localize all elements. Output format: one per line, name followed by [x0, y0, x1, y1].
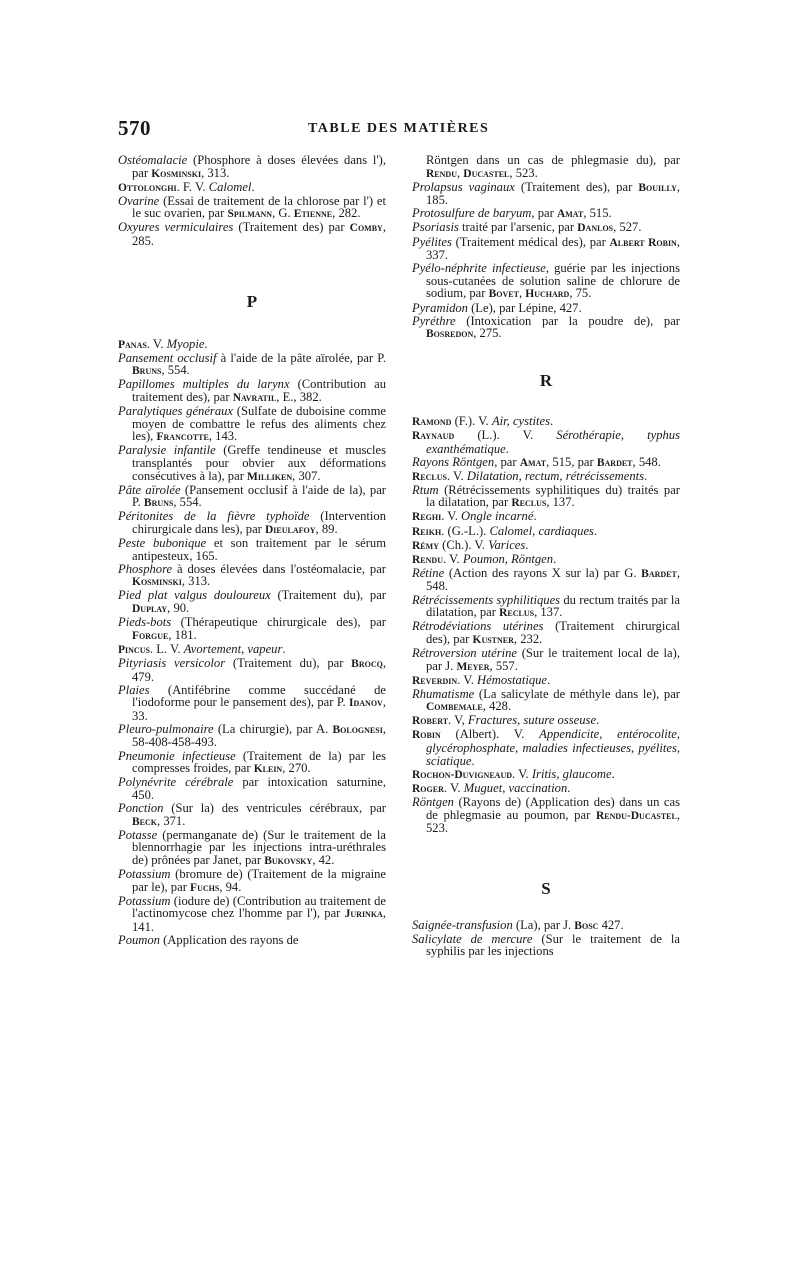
- index-entry: Panas. V. Myopie.: [118, 336, 208, 351]
- index-entry: Pieds-bots (Thérapeutique chirurgicale des), par Forgue, 181.: [118, 615, 386, 642]
- index-entry: Rétroversion utérine (Sur le traitement local de la), par J. Meyer, 557.: [412, 645, 680, 673]
- index-entry: Potassium (bromure de) (Traitement de la migraine par le), par Fuchs, 94.: [118, 866, 386, 894]
- index-entry: Paralysie infantile (Greffe tendineuse et muscles transplantés pour obvier aux déformations consécutives à la), par Milliken, 307.: [118, 443, 387, 483]
- index-entry: Rayons Röntgen, par Amat, 515, par Bardet, 548.: [412, 454, 661, 469]
- index-entry: Rtum (Rétrécissements syphilitiques du) traités par la dilatation, par Reclus, 137.: [412, 482, 680, 510]
- index-entry: Pneumonie infectieuse (Traitement de la) par les compresses froides, par Klein, 270.: [118, 748, 386, 776]
- index-entry: Röntgen dans un cas de phlegmasie du), par Rendu, Ducastel, 523.: [426, 153, 680, 180]
- index-entry: Pyréthre (Intoxication par la poudre de), par Bosredon, 275.: [412, 313, 680, 341]
- index-entry: Polynévrite cérébrale par intoxication saturnine, 450.: [118, 775, 386, 802]
- left-column: [118, 154, 386, 946]
- index-entry: Papillomes multiples du larynx (Contribution au traitement des), par Navratil, E., 382.: [118, 377, 387, 405]
- index-entry: Pied plat valgus douloureux (Traitement du), par Duplay, 90.: [118, 588, 386, 616]
- page-number: 570: [118, 116, 151, 140]
- index-entry: Plaies (Antifébrine comme succédané de l'iodoforme pour le pansement des), par P. Idanov, 33.: [118, 682, 386, 723]
- index-entry: Protosulfure de baryum, par Amat, 515.: [412, 206, 612, 221]
- section-letter: P: [246, 291, 258, 311]
- index-entry: Ramond (F.). V. Air, cystites.: [412, 413, 554, 428]
- index-entry: Pityriasis versicolor (Traitement du), par Brocq, 479.: [118, 655, 386, 684]
- section-letter: R: [539, 370, 553, 390]
- index-entry: Ostéomalacie (Phosphore à doses élevées dans l'), par Kosminski, 313.: [118, 153, 386, 180]
- index-entry: Pyélo-néphrite infectieuse, guérie par les injections sous-cutanées de solution saline de chlorure de sodium, par Bovet, Huchard, 75.: [412, 261, 680, 301]
- right-column: [412, 154, 680, 958]
- index-entry: Oxyures vermiculaires (Traitement des) par Comby, 285.: [118, 220, 386, 249]
- section-letter: S: [541, 878, 551, 898]
- index-entry: Rétrodéviations utérines (Traitement chirurgical des), par Kustner, 232.: [412, 619, 680, 646]
- index-entry: Rhumatisme (La salicylate de méthyle dans le), par Combemale, 428.: [412, 686, 680, 714]
- index-entry: Pyélites (Traitement médical des), par Albert Robin, 337.: [412, 234, 680, 263]
- index-entry: Rochon-Duvigneaud. V. Iritis, glaucome.: [412, 766, 615, 781]
- index-entry: Peste bubonique et son traitement par le sérum antipesteux, 165.: [118, 536, 386, 563]
- index-entry: Robert. V, Fractures, suture osseuse.: [412, 713, 600, 728]
- index-entry: Röntgen (Rayons de) (Application des) dans un cas de phlegmasie au poumon, par Rendu-Ducastel, 523.: [412, 794, 680, 836]
- index-entry: Pincus. L. V. Avortement, vapeur.: [118, 641, 286, 656]
- index-entry: Rendu. V. Poumon, Röntgen.: [412, 551, 557, 566]
- index-entry: Pyramidon (Le), par Lépine, 427.: [412, 300, 582, 315]
- index-entry: Ovarine (Essai de traitement de la chlorose par l') et le suc ovarien, par Spilmann, G. Etienne, 282.: [118, 193, 386, 221]
- page-header: [118, 116, 682, 140]
- index-entry: Rémy (Ch.). V. Varices.: [412, 537, 529, 552]
- index-entry: Potassium (iodure de) (Contribution au traitement de l'actinomycose chez l'homme par l'), par Jurinka, 141.: [118, 893, 386, 934]
- index-entry: Prolapsus vaginaux (Traitement des), par Bouilly, 185.: [412, 179, 680, 208]
- index-entry: Reverdin. V. Hémostatique.: [412, 672, 551, 687]
- index-entry: Reghi. V. Ongle incarné.: [412, 509, 537, 524]
- index-entry: Pâte aïrolée (Pansement occlusif à l'aide de la), par P. Bruns, 554.: [118, 482, 386, 510]
- index-entry: Robin (Albert). V. Appendicite, entérocolite, glycérophosphate, maladies infectieuses, pyélites, sciatique.: [412, 727, 680, 768]
- index-entry: Ottolonghi. F. V. Calomel.: [118, 179, 255, 194]
- index-entry: Salicylate de mercure (Sur le traitement de la syphilis par les injections: [412, 931, 680, 959]
- index-entry: Phosphore à doses élevées dans l'ostéomalacie, par Kosminski, 313.: [118, 561, 386, 589]
- index-entry: Rétine (Action des rayons X sur la) par G. Bardet, 548.: [412, 565, 680, 594]
- index-entry: Ponction (Sur la) des ventricules cérébraux, par Beck, 371.: [118, 800, 386, 828]
- index-entry: Pleuro-pulmonaire (La chirurgie), par A. Bolognesi, 58-408-458-493.: [118, 721, 386, 750]
- index-entry: Rétrécissements syphilitiques du rectum traités par la dilatation, par Reclus, 137.: [412, 592, 680, 620]
- running-title: TABLE DES MATIÈRES: [308, 121, 490, 136]
- index-entry: Saignée-transfusion (La), par J. Bosc 427.: [412, 917, 624, 932]
- index-entry: Pansement occlusif à l'aide de la pâte aïrolée, par P. Bruns, 554.: [118, 350, 386, 378]
- index-entry: Poumon (Application des rayons de: [118, 932, 299, 947]
- index-entry: Paralytiques généraux (Sulfate de duboisine comme moyen de combattre le refus des aliments chez les), Francotte, 143.: [118, 404, 386, 444]
- index-entry: Reclus. V. Dilatation, rectum, rétrécissements.: [412, 468, 648, 483]
- index-entry: Potasse (permanganate de) (Sur le traitement de la blennorrhagie par les injections intra-uréthrales de) prônées par Janet, par Bukovsky, 42.: [118, 827, 386, 867]
- index-entry: Psoriasis traité par l'arsenic, par Danlos, 527.: [412, 220, 642, 235]
- index-entry: Raynaud (L.). V. Sérothérapie, typhus exanthématique.: [412, 427, 681, 456]
- index-entry: Péritonites de la fièvre typhoïde (Intervention chirurgicale dans les), par Dieulafoy, 89.: [118, 509, 387, 536]
- index-entry: Roger. V. Muguet, vaccination.: [412, 780, 571, 795]
- index-entry: Reikh. (G.-L.). Calomel, cardiaques.: [412, 523, 598, 538]
